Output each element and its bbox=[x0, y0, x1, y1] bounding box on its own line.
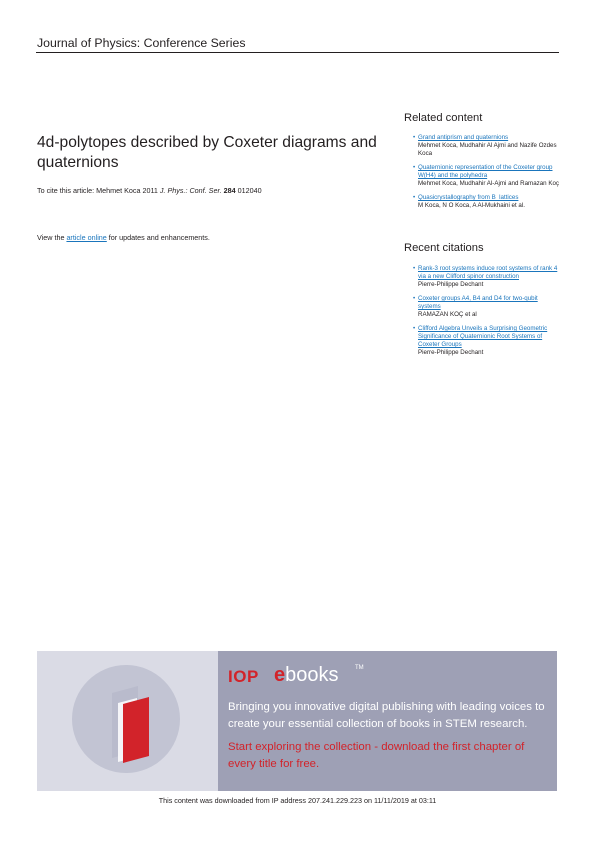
list-item bbox=[413, 134, 560, 158]
iop-wordmark: IOP bbox=[228, 667, 259, 686]
list-item bbox=[413, 164, 560, 188]
citation-item-link[interactable]: Rank-3 root systems induce root systems of rank 4 via a new Clifford spinor construction bbox=[418, 265, 558, 280]
ebooks-wordmark bbox=[274, 664, 339, 687]
recent-citations-heading: Recent citations bbox=[404, 242, 484, 254]
download-footer: This content was downloaded from IP address 207.241.229.223 on 11/11/2019 at 03:11 bbox=[158, 796, 437, 805]
cite-article-number: 012040 bbox=[237, 186, 262, 195]
iop-ebooks-advert[interactable] bbox=[37, 651, 557, 791]
cite-volume: 284 bbox=[223, 186, 236, 195]
cite-prefix: To cite this article: Mehmet Koca 2011 bbox=[37, 186, 160, 195]
journal-name: Journal of Physics: Conference Series bbox=[37, 36, 246, 50]
ebooks-e: e bbox=[274, 664, 286, 686]
bullet: • bbox=[413, 134, 416, 141]
recent-citations-list bbox=[413, 265, 560, 363]
bullet: • bbox=[413, 325, 416, 332]
bullet: • bbox=[413, 164, 416, 171]
list-item bbox=[413, 325, 560, 357]
view-prefix: View the bbox=[37, 233, 67, 242]
trademark-mark: TM bbox=[355, 665, 364, 671]
list-item bbox=[413, 265, 560, 289]
bullet: • bbox=[413, 295, 416, 302]
related-item-authors: M Koca, N O Koca, A Al-Mukhaini et al. bbox=[418, 202, 525, 209]
list-item bbox=[413, 194, 560, 210]
bullet: • bbox=[413, 265, 416, 272]
view-online-line bbox=[37, 233, 210, 242]
book-icon bbox=[37, 651, 218, 791]
related-item-authors: Mehmet Koca, Mudhahir Al Ajmi and Nazife Ozdes Koca bbox=[418, 142, 557, 157]
citation-item-authors: Pierre-Philippe Dechant bbox=[418, 349, 484, 356]
citation-item-link[interactable]: Clifford Algebra Unveils a Surprising Geometric Significance of Quaternionic Root Systems of Coxeter Groups bbox=[418, 325, 548, 348]
related-item-authors: Mehmet Koca, Mudhahir Al-Ajmi and Ramazan Koç bbox=[418, 180, 560, 187]
citation-item-authors: Pierre-Philippe Dechant bbox=[418, 281, 484, 288]
header-divider bbox=[36, 52, 559, 53]
list-item bbox=[413, 295, 560, 319]
article-online-link[interactable]: article online bbox=[66, 233, 107, 242]
cite-journal: J. Phys.: Conf. Ser. bbox=[159, 186, 222, 195]
related-content-list bbox=[413, 134, 560, 216]
citation-item-link[interactable]: Coxeter groups A4, B4 and D4 for two-qubit systems bbox=[418, 295, 538, 310]
view-suffix: for updates and enhancements. bbox=[106, 233, 210, 242]
advert-image-panel bbox=[37, 651, 218, 791]
article-title: 4d-polytopes described by Coxeter diagrams and quaternions bbox=[37, 134, 377, 171]
advert-call-to-action[interactable]: Start exploring the collection - download the first chapter of every title for free. bbox=[228, 741, 525, 770]
citation-item-authors: RAMAZAN KOÇ et al bbox=[418, 311, 477, 318]
advert-description: Bringing you innovative digital publishing with leading voices to create your essential collection of books in STEM research. bbox=[228, 701, 545, 730]
citation-line bbox=[37, 186, 262, 195]
related-item-link[interactable]: Quasicrystallography from B_lattices bbox=[418, 194, 519, 201]
related-item-link[interactable]: Grand antiprism and quaternions bbox=[418, 134, 509, 141]
ebooks-books: books bbox=[285, 664, 339, 686]
bullet: • bbox=[413, 194, 416, 201]
related-item-link[interactable]: Quaternionic representation of the Coxeter group W(H4) and the polyhedra bbox=[418, 164, 553, 179]
related-content-heading: Related content bbox=[404, 112, 483, 124]
